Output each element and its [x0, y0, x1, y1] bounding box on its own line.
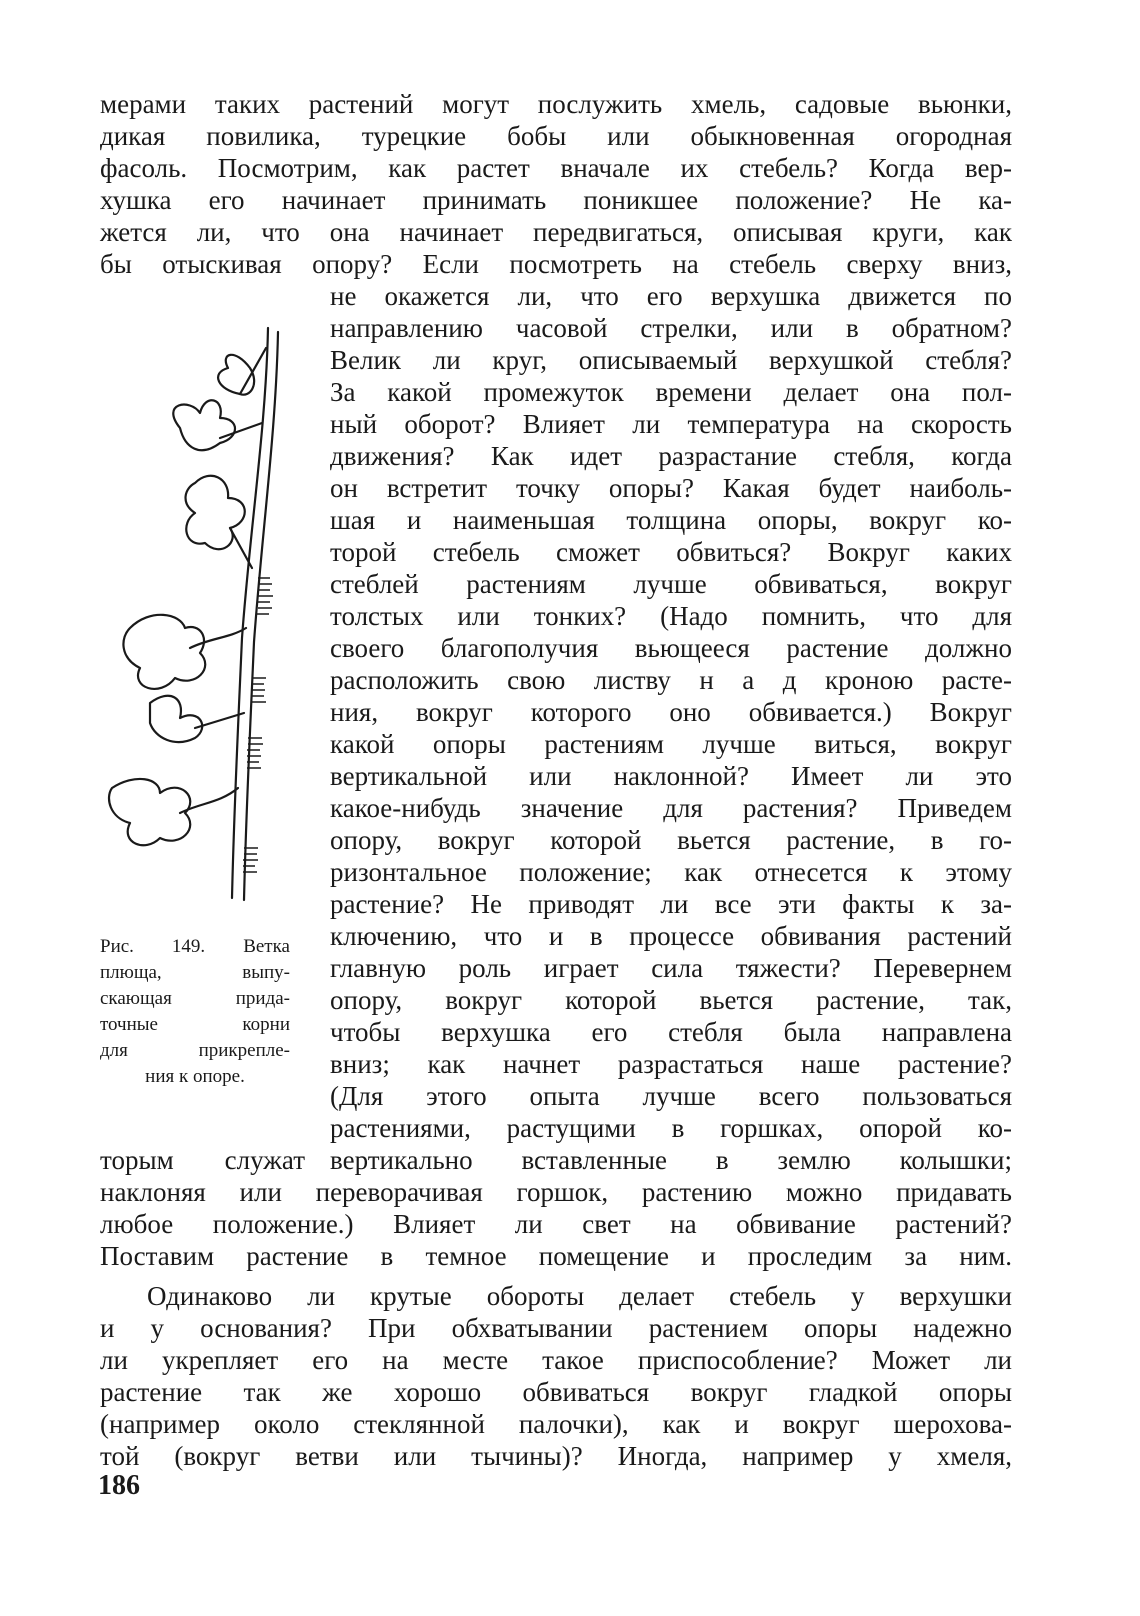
text-line: торой стебель сможет обвиться? Вокруг каких [330, 537, 1012, 567]
caption-line: ния к опоре. [145, 1066, 245, 1087]
text-line: наклоняя или переворачивая горшок, растению можно придавать [100, 1177, 1012, 1207]
text-line: растениями, растущими в горшках, опорой ко- [330, 1113, 1012, 1143]
text-line: стеблей растениям лучше обвиваться, вокруг [330, 569, 1012, 599]
text-line: хушка его начинает принимать поникшее положение? Не ка- [100, 185, 1012, 215]
text-line: мерами таких растений могут послужить хмель, садовые вьюнки, [100, 89, 1012, 119]
text-line: бы отыскивая опору? Если посмотреть на стебель сверху вниз, [100, 249, 1012, 279]
leaf-shape [123, 615, 205, 689]
text-line: За какой промежуток времени делает она пол- [330, 377, 1012, 407]
aerial-roots [257, 578, 273, 614]
text-line: ключению, что и в процессе обвивания растений [330, 921, 1012, 951]
text-line: фасоль. Посмотрим, как растет вначале их стебель? Когда вер- [100, 153, 1012, 183]
text-line: толстых или тонких? (Надо помнить, что для [330, 601, 1012, 631]
text-line: ный оборот? Влияет ли температура на скорость [330, 409, 1012, 439]
leaf-shape [150, 696, 202, 742]
text-line: движения? Как идет разрастание стебля, когда [330, 441, 1012, 471]
text-line: опору, вокруг которой вьется растение, так, [330, 985, 1012, 1015]
text-line: Одинаково ли крутые обороты делает стебель у верхушки [147, 1281, 1012, 1311]
caption-line: плюща, выпу- [100, 962, 290, 983]
text-line: дикая повилика, турецкие бобы или обыкновенная огородная [100, 121, 1012, 151]
text-line: главную роль играет сила тяжести? Перевернем [330, 953, 1012, 983]
text-line: опору, вокруг которой вьется растение, в го- [330, 825, 1012, 855]
text-line-fragment-right: вертикально вставленные в землю колышки; [330, 1145, 1012, 1175]
leaf-shape [109, 779, 190, 845]
text-line: шая и наименьшая толщина опоры, вокруг ко- [330, 505, 1012, 535]
text-line: вертикальной или наклонной? Имеет ли это [330, 761, 1012, 791]
figure-caption [100, 934, 290, 1090]
text-line: растение? Не приводят ли все эти факты к за- [330, 889, 1012, 919]
text-line: ния, вокруг которого оно обвивается.) Вокруг [330, 697, 1012, 727]
text-line: ли укрепляет его на месте такое приспособление? Может ли [100, 1345, 1012, 1375]
text-line: какой опоры растениям лучше виться, вокруг [330, 729, 1012, 759]
caption-line: Рис. 149. Ветка [100, 936, 290, 957]
text-line: растение так же хорошо обвиваться вокруг гладкой опоры [100, 1377, 1012, 1407]
text-line: той (вокруг ветви или тычины)? Иногда, например у хмеля, [100, 1441, 1012, 1471]
text-line: своего благополучия вьющееся растение должно [330, 633, 1012, 663]
stem-line [232, 328, 268, 898]
page-number: 186 [98, 1470, 140, 1501]
text-line-fragment-left: торым служат [100, 1145, 305, 1175]
text-line: ризонтальное положение; как отнесется к этому [330, 857, 1012, 887]
text-line: любое положение.) Влияет ли свет на обвивание растений? [100, 1209, 1012, 1239]
text-line: жется ли, что она начинает передвигаться, описывая круги, как [100, 217, 1012, 247]
text-line: он встретит точку опоры? Какая будет наиболь- [330, 473, 1012, 503]
text-line: (Для этого опыта лучше всего пользоваться [330, 1081, 1012, 1111]
text-line: Поставим растение в темное помещение и проследим за ним. [100, 1241, 1012, 1271]
caption-line: скающая прида- [100, 988, 290, 1009]
caption-line: для прикрепле- [100, 1040, 290, 1061]
text-line: и у основания? При обхватывании растением опоры надежно [100, 1313, 1012, 1343]
text-line: чтобы верхушка его стебля была направлена [330, 1017, 1012, 1047]
text-line: не окажется ли, что его верхушка движется по [330, 281, 1012, 311]
caption-line: точные корни [100, 1014, 290, 1035]
ivy-branch-illustration [100, 308, 300, 908]
text-line: направлению часовой стрелки, или в обратном? [330, 313, 1012, 343]
text-line: какое-нибудь значение для растения? Приведем [330, 793, 1012, 823]
text-line: расположить свою листву н а д кроною расте- [330, 665, 1012, 695]
leaf-shape [218, 355, 254, 395]
text-line: (например около стеклянной палочки), как и вокруг шерохова- [100, 1409, 1012, 1439]
text-line: вниз; как начнет разрастаться наше растение? [330, 1049, 1012, 1079]
leaf-shape [173, 400, 235, 450]
text-line: Велик ли круг, описываемый верхушкой стебля? [330, 345, 1012, 375]
